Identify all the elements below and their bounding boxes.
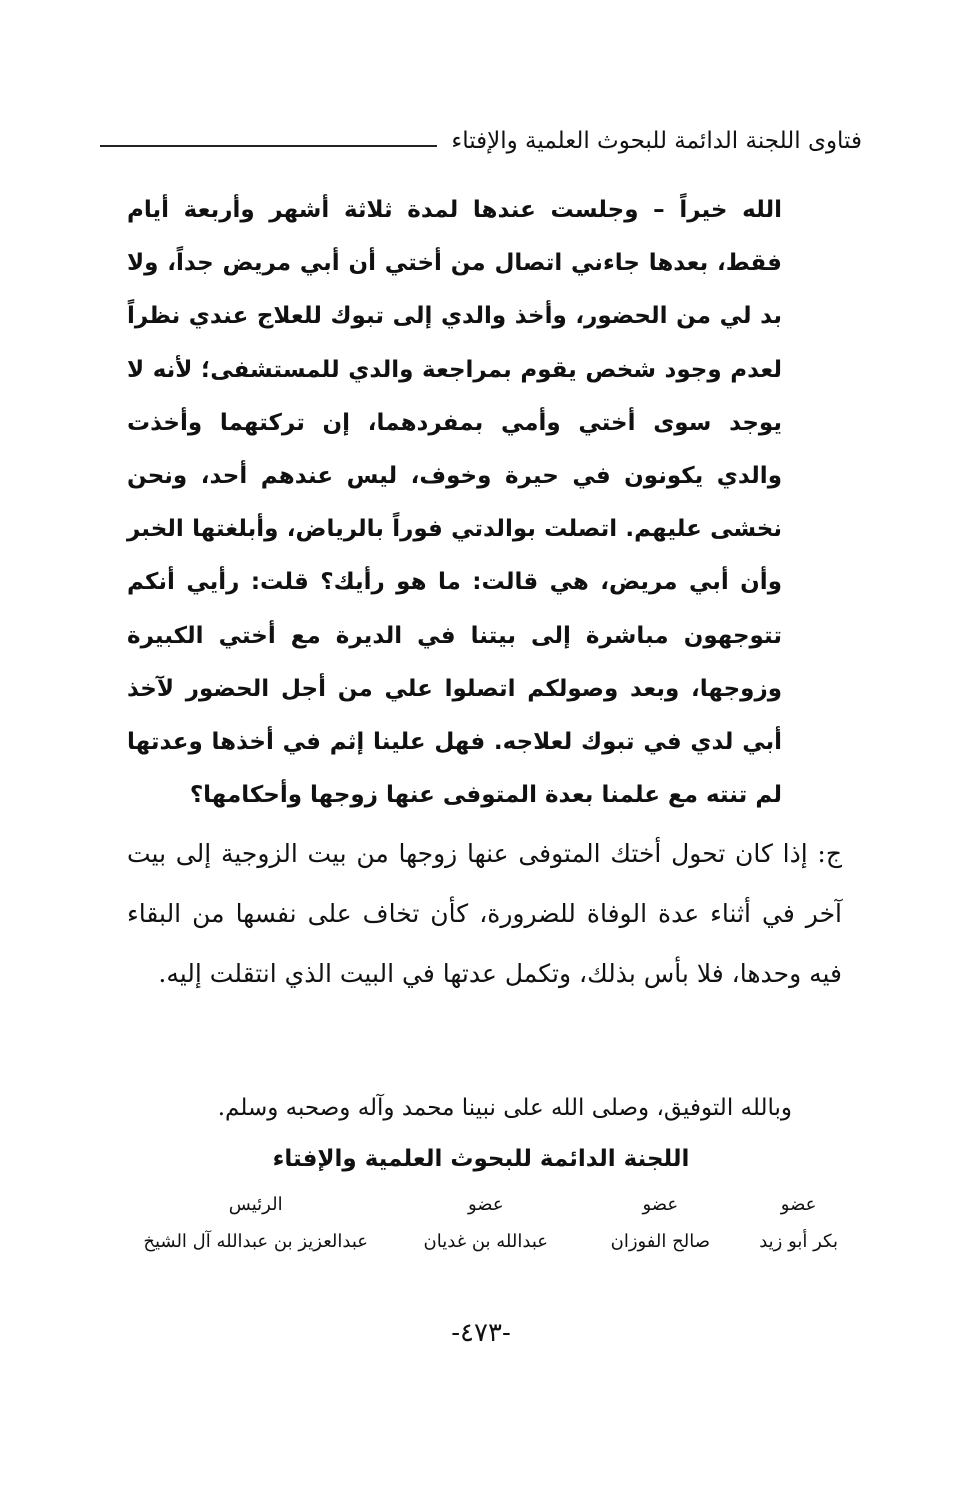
signature-member-1 <box>759 1194 838 1252</box>
question-text: الله خيراً – وجلست عندها لمدة ثلاثة أشهر وأربعة أيام فقط، بعدها جاءني اتصال من أختي أن أبي مريض جداً، ولا بد لي من الحضور، وأخذ والدي إلى تبوك للعلاج عندي نظراً لعدم وجود شخص يقوم بمراجعة والدي للمستشفى؛ لأنه لا يوجد سوى أختي وأمي بمفردهما، إن تركتهما وأخذت والدي يكونون في حيرة وخوف، ليس عندهم أحد، ونحن نخشى عليهم. اتصلت بوالدتي فوراً بالرياض، وأبلغتها الخبر وأن أبي مريض، هي قالت: ما هو رأيك؟ قلت: رأيي أنكم تتوجهون مباشرة إلى بيتنا في الديرة مع أختي الكبيرة وزوجها، وبعد وصولكم اتصلوا علي من أجل الحضور لآخذ أبي لدي في تبوك لعلاجه. فهل علينا إثم في أخذها وعدتها لم تنته مع علمنا بعدة المتوفى عنها زوجها وأحكامها؟ <box>127 197 782 809</box>
answer-body: ج: إذا كان تحول أختك المتوفى عنها زوجها من بيت الزوجية إلى بيت آخر في أثناء عدة الوفاة للضرورة، كأن تخاف على نفسها من البقاء فيه وحدها، فلا بأس بذلك، وتكمل عدتها في البيت الذي انتقلت إليه. <box>127 839 842 988</box>
signature-role: الرئيس <box>228 1194 283 1215</box>
signature-chairman <box>143 1194 368 1252</box>
signature-name: عبدالله بن غديان <box>423 1231 548 1252</box>
signature-role: عضو <box>780 1194 817 1215</box>
header-title: فتاوى اللجنة الدائمة للبحوث العلمية والإفتاء <box>451 128 862 154</box>
signature-name: بكر أبو زيد <box>759 1231 838 1252</box>
signature-role: عضو <box>467 1194 504 1215</box>
signature-role: عضو <box>642 1194 679 1215</box>
signature-member-2 <box>611 1194 710 1252</box>
running-header <box>100 128 862 154</box>
signature-name: صالح الفوزان <box>610 1231 710 1252</box>
signature-name: عبدالعزيز بن عبدالله آل الشيخ <box>143 1231 368 1252</box>
closing-text: وبالله التوفيق، وصلى الله على نبينا محمد وآله وصحبه وسلم. <box>217 1095 792 1121</box>
committee-title: اللجنة الدائمة للبحوث العلمية والإفتاء <box>272 1146 690 1172</box>
signature-member-3 <box>424 1194 548 1252</box>
answer-text <box>127 824 842 1004</box>
page-number: -٤٧٣- <box>451 1318 511 1348</box>
header-rule <box>100 145 437 147</box>
